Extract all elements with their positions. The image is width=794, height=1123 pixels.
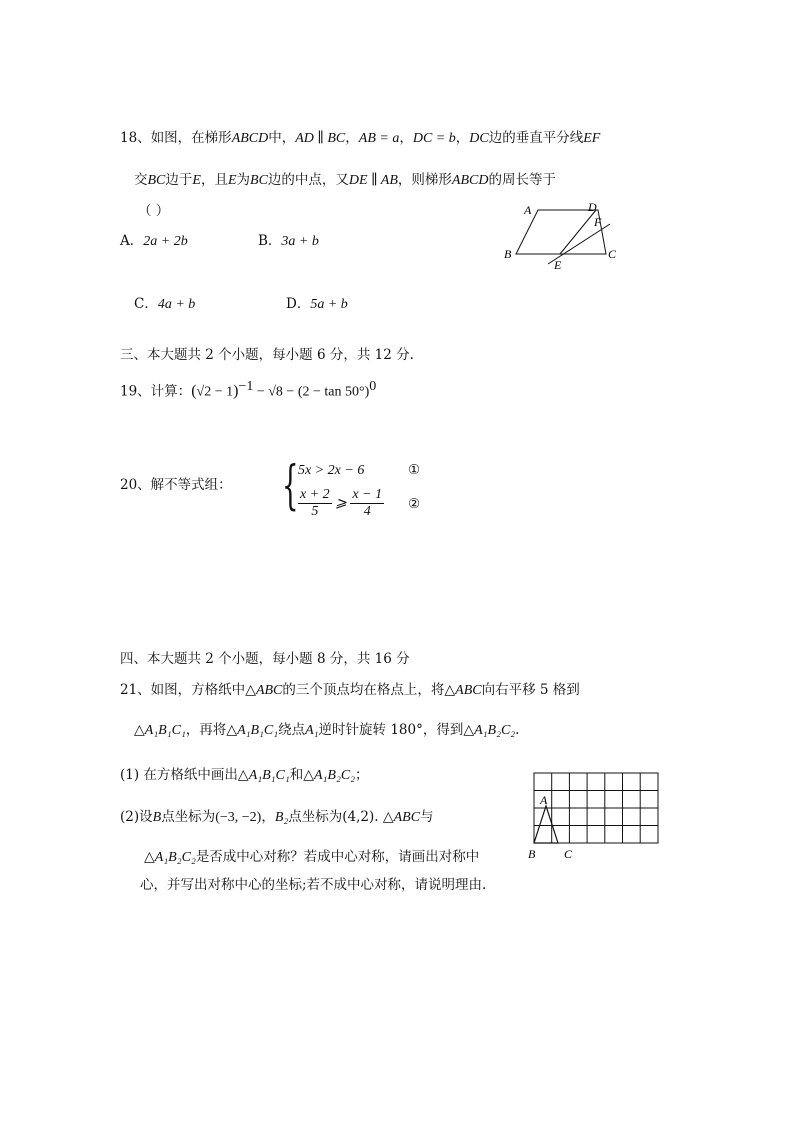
q21-part1: (1) 在方格纸中画出△A₁B₁C₁和△A₁B₂C₂； [120,767,369,783]
q21-part2: (2)设B点坐标为(−3, −2)，B₂点坐标为(4,2). △ABC与 [120,809,434,825]
q20-label: 20、解不等式组： [120,477,232,493]
mark-2: ② [408,496,421,512]
q21-line1: 21、如图，方格纸中△ABC的三个顶点均在格点上，将△ABC向右平移 5 格到 [120,682,580,698]
segment-de [560,210,596,254]
q21-part2-line3: 心，并写出对称中心的坐标;若不成中心对称，请说明理由. [140,877,487,893]
q19: 19、计算：$(√2 - 1)^{-1} - √8 - (2 - \tan 50^\circ)^0$ [120,379,377,400]
option-d: D．5a + b [286,296,348,312]
inequality-1: 5x > 2x − 6 [298,463,365,478]
system-brace: { [282,456,299,516]
section-4-heading: 四、本大题共 2 个小题，每小题 8 分，共 16 分 [120,651,410,667]
label-e: E [554,258,562,272]
q21-part2-line2: △A₁B₂C₂是否成中心对称？若成中心对称，请画出对称中 [144,849,480,865]
answer-paren: （ ） [138,203,170,219]
q21-line2: △A₁B₁C₁，再将△A₁B₁C₁绕点A₁逆时针旋转 180°，得到△A₁B₂C₂. [134,722,520,738]
option-a: A．2a + 2b [120,233,188,249]
fraction-left: $\frac{x + 2}{5}$ [300,487,330,519]
trapezoid-figure [498,198,628,274]
option-c: C．4a + b [134,296,196,312]
q18-line1: 18、如图，在梯形ABCD中，AD ∥ BC，AB = a，DC = b，DC边的垂直平分线EF [120,130,601,146]
label-d: D [588,200,597,214]
grid-label-c: C [564,847,573,861]
inequality-2: $\frac{x + 2}{5}$ ⩾ $\frac{x - 1}{4}$ [300,487,383,519]
triangle-abc [534,806,558,843]
label-b: B [504,247,512,261]
fraction-right: $\frac{x - 1}{4}$ [352,487,383,519]
grid-lines [534,773,658,843]
label-a: A [524,203,532,217]
label-c: C [608,247,617,261]
section-3-heading: 三、本大题共 2 个小题，每小题 6 分，共 12 分. [120,347,414,363]
label-f: F [594,215,602,229]
mark-1: ① [408,462,421,478]
grid-label-b: B [528,847,536,861]
grid-label-a: A [540,793,548,807]
grid-figure [522,768,662,864]
option-b: B．3a + b [258,233,319,249]
q18-line2: 交BC边于E，且E为BC边的中点，又DE ∥ AB，则梯形ABCD的周长等于 [134,172,556,188]
